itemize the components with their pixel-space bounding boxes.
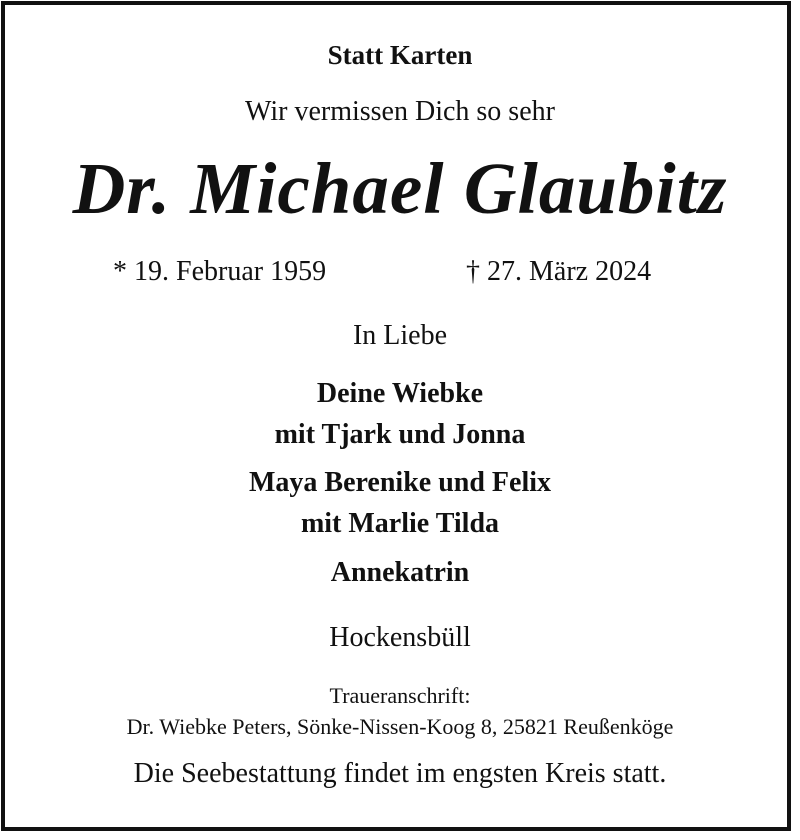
header-title: Statt Karten [327,40,473,70]
motto-text: Wir vermissen Dich so sehr [245,96,555,127]
mourner-line: Annekatrin [330,557,470,588]
address-text: Dr. Wiebke Peters, Sönke-Nissen-Koog 8, 25821 Reußenköge [126,714,674,739]
mourner-line: Maya Berenike und Felix [248,467,552,498]
birth-date: * 19. Februar 1959 [113,256,327,287]
deceased-name: Dr. Michael Glaubitz [72,148,728,229]
mourner-line: mit Tjark und Jonna [274,419,526,450]
mourners-intro: In Liebe [352,320,448,351]
mourners-place: Hockensbüll [329,622,471,653]
death-date: † 27. März 2024 [466,256,652,287]
address-label: Traueranschrift: [329,683,471,708]
burial-notice: Die Seebestattung findet im engsten Kreis statt. [133,758,667,789]
mourner-line: Deine Wiebke [316,378,484,409]
mourner-line: mit Marlie Tilda [300,508,500,539]
